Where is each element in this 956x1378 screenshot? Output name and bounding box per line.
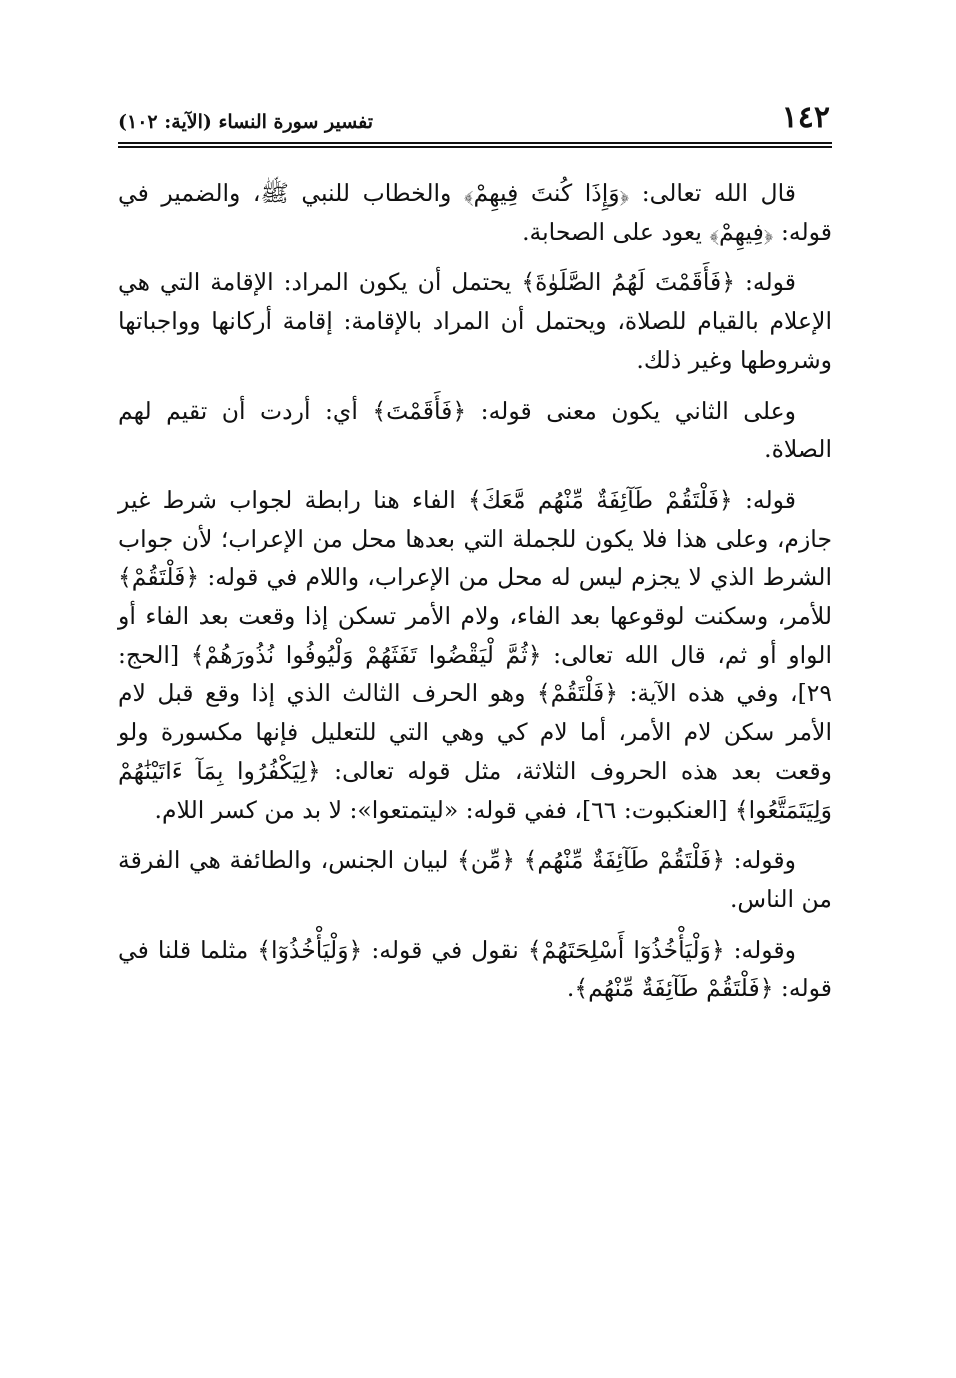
page-number: ١٤٢: [781, 100, 830, 135]
book-page: [118, 92, 832, 1332]
paragraph-2: قوله: ﴿فَأَقَمْتَ لَهُمُ الصَّلَوٰةَ﴾ يحتمل أن يكون المراد: الإقامة التي هي الإعلام بالقيام للصلاة، ويحتمل أن المراد بالإقامة: إقامة أركانها وواجباتها وشروطها وغير ذلك.: [118, 268, 832, 374]
paragraph-3: وعلى الثاني يكون معنى قوله: ﴿فَأَقَمْتَ﴾ أي: أردت أن تقيم لهم الصلاة.: [118, 396, 832, 464]
paragraph-4: قوله: ﴿فَلْتَقُمْ طَآئِفَةٌ مِّنْهُم مَّعَكَ﴾ الفاء هنا رابطة لجواب شرط غير جازم، وعلى هذا فلا يكون للجملة التي بعدها محل من الإعراب؛ لأن جواب الشرط الذي لا يجزم ليس له محل من الإعراب، واللام في قوله: ﴿فَلْتَقُمْ﴾ للأمر، وسكنت لوقوعها بعد الفاء، ولام الأمر تسكن إذا وقعت بعد الفاء أو الواو أو ثم، قال الله تعالى: ﴿ثُمَّ لْيَقْضُوا تَفَثَهُمْ وَلْيُوفُوا نُذُورَهُمْ﴾ [الحج: ٢٩]، وفي هذه الآية: ﴿فَلْتَقُمْ﴾ وهو الحرف الثالث الذي إذا وقع قبل لام الأمر سكن لام الأمر، أما لام كي وهي التي للتعليل فإنها مكسورة ولو وقعت بعد هذه الحروف الثلاثة، مثل قوله تعالى: ﴿لِيَكْفُرُوا بِمَآ ءَاتَيْنَٰهُمْ وَلِيَتَمَتَّعُوا﴾ [العنكبوت: ٦٦]، ففي قوله: «ليتمتعوا»: لا بد من كسر اللام.: [118, 485, 832, 824]
running-title: تفسير سورة النساء (الآية: ١٠٢): [118, 111, 374, 133]
paragraph-5: وقوله: ﴿فَلْتَقُمْ طَآئِفَةٌ مِّنْهُم﴾ ﴿مِّن﴾ لبيان الجنس، والطائفة هي الفرقة من الناس.: [118, 846, 832, 913]
page-body: [118, 174, 832, 1020]
paragraph-6: وقوله: ﴿وَلْيَأْخُذُوٓا أَسْلِحَتَهُمْ﴾ نقول في قوله: ﴿وَلْيَأْخُذُوٓا﴾ مثلما قلنا في قوله: ﴿فَلْتَقُمْ طَآئِفَةٌ مِّنْهُم﴾.: [118, 935, 832, 1003]
paragraph-1: قال الله تعالى: ﴿وَإِذَا كُنتَ فِيهِمْ﴾ والخطاب للنبي ﷺ، والضمير في قوله: ﴿فِيهِمْ﴾ يعود على الصحابة.: [118, 179, 832, 246]
page-header: [118, 92, 832, 138]
header-rule: [118, 142, 832, 148]
